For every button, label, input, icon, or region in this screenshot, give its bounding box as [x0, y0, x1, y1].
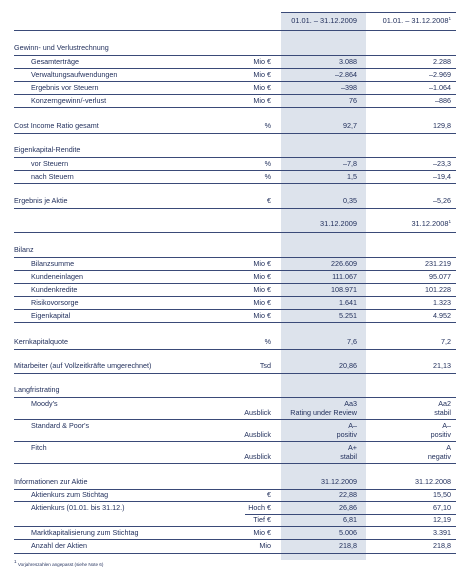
cell-text: –5,26 — [433, 196, 451, 205]
cell-text: Marktkapitalisierung zum Stichtag — [31, 528, 139, 537]
cell-text: 5.251 — [339, 311, 357, 320]
cell-text: Aktienkurs zum Stichtag — [31, 490, 109, 499]
cell-text: Mitarbeiter (auf Vollzeitkräfte umgerechnet) — [14, 361, 152, 370]
cell-text: 1.323 — [433, 298, 451, 307]
separator — [14, 68, 456, 69]
table-row — [14, 83, 456, 93]
cell-text: 0,35 — [343, 196, 357, 205]
separator — [281, 12, 456, 13]
cell-text: 67,10 — [433, 503, 451, 512]
cell-text: Informationen zur Aktie — [14, 477, 88, 486]
cell-text: Gesamterträge — [31, 57, 79, 66]
cell-text: –23,3 — [433, 159, 451, 168]
cell-text: Aktienkurs (01.01. bis 31.12.) — [31, 503, 125, 512]
cell-text: 20,86 — [339, 361, 357, 370]
cell-text: Moody's — [31, 399, 58, 408]
separator — [14, 322, 456, 323]
cell-text: Gewinn- und Verlustrechnung — [14, 43, 109, 52]
cell-text: Mio € — [253, 272, 271, 281]
cell-text — [411, 219, 451, 229]
table-row — [14, 337, 456, 347]
cell-text: 26,86 — [339, 503, 357, 512]
table-row — [14, 490, 456, 500]
section-title-ek-rendite — [14, 145, 456, 155]
table-row — [14, 159, 456, 169]
separator — [14, 232, 456, 233]
cell-text: 111.067 — [332, 272, 357, 281]
cell-text: Ergebnis vor Steuern — [31, 83, 99, 92]
separator — [14, 463, 456, 464]
cell-text: A+ — [348, 443, 357, 452]
separator — [14, 373, 456, 374]
separator — [14, 526, 456, 527]
cell-text: 129,8 — [433, 121, 451, 130]
separator — [14, 94, 456, 95]
rating-outlook-row — [14, 408, 456, 418]
table-row — [14, 311, 456, 321]
cell-text: Tsd — [259, 361, 271, 370]
rating-outlook-row — [14, 430, 456, 440]
cell-text: nach Steuern — [31, 172, 74, 181]
cell-text: 5.006 — [339, 528, 357, 537]
cell-text: 22,88 — [339, 490, 357, 499]
cell-text: Aa2 — [438, 399, 451, 408]
separator — [14, 208, 456, 209]
cell-text: 6,81 — [343, 515, 357, 524]
cell-text: 01.01. – 31.12.2008 — [382, 16, 449, 25]
cell-text: 92,7 — [343, 121, 357, 130]
section-title-rating — [14, 385, 456, 395]
table-row — [14, 57, 456, 67]
cell-text: –19,4 — [433, 172, 451, 181]
cell-text: Fitch — [31, 443, 47, 452]
section-title-aktie — [14, 477, 456, 487]
separator — [14, 257, 456, 258]
separator — [14, 270, 456, 271]
table-row — [14, 121, 456, 131]
cell-text: 7,6 — [347, 337, 357, 346]
cell-text: Risikovorsorge — [31, 298, 79, 307]
cell-text: 3.088 — [339, 57, 357, 66]
separator — [14, 107, 456, 108]
cell-text: stabil — [340, 452, 357, 461]
separator — [14, 30, 456, 31]
cell-text: A– — [348, 421, 357, 430]
cell-text: Langfristrating — [14, 385, 60, 394]
cell-text: € — [267, 196, 271, 205]
cell-text: –2.969 — [429, 70, 451, 79]
table-row — [14, 96, 456, 106]
cell-text: 95.077 — [429, 272, 451, 281]
table-row — [14, 528, 456, 538]
cell-text: 76 — [349, 96, 357, 105]
cell-text: positiv — [430, 430, 451, 439]
cell-text: 218,8 — [339, 541, 357, 550]
cell-text: Mio € — [253, 259, 271, 268]
cell-text: Kundeneinlagen — [31, 272, 83, 281]
separator — [14, 501, 456, 502]
cell-text: –7,8 — [343, 159, 357, 168]
column-header-row — [14, 16, 456, 26]
table-row — [14, 361, 456, 371]
cell-text: Bilanz — [14, 245, 34, 254]
cell-text: Mio € — [253, 285, 271, 294]
cell-text: Hoch € — [248, 503, 271, 512]
cell-text: 101.228 — [425, 285, 451, 294]
cell-text: 31.12.2009 — [321, 477, 357, 486]
cell-text: 1 — [14, 559, 17, 564]
cell-text: Tief € — [253, 515, 271, 524]
cell-text: % — [264, 159, 271, 168]
cell-text: % — [264, 337, 271, 346]
separator — [14, 309, 456, 310]
column-header-2009: 01.01. – 31.12.2009 — [291, 16, 357, 25]
cell-text: 108.971 — [331, 285, 357, 294]
cell-text: 218,8 — [433, 541, 451, 550]
cell-text: 3.391 — [433, 528, 451, 537]
cell-text: Standard & Poor's — [31, 421, 90, 430]
cell-text: 15,50 — [433, 490, 451, 499]
cell-text: Kernkapitalquote — [14, 337, 68, 346]
cell-text: Ausblick — [244, 452, 271, 461]
cell-text: % — [264, 172, 271, 181]
table-row — [14, 259, 456, 269]
cell-text: Mio € — [253, 70, 271, 79]
cell-text: Verwaltungsaufwendungen — [31, 70, 118, 79]
section-title-bilanz — [14, 245, 456, 255]
cell-text: vor Steuern — [31, 159, 69, 168]
cell-text: Mio — [259, 541, 271, 550]
cell-text: 1.641 — [339, 298, 357, 307]
cell-text: –398 — [341, 83, 357, 92]
separator — [14, 283, 456, 284]
cell-text: –1.064 — [429, 83, 451, 92]
table-row — [14, 541, 456, 551]
table-row — [14, 172, 456, 182]
separator — [14, 441, 456, 442]
table-row — [14, 70, 456, 80]
cell-text: Rating under Review — [290, 408, 357, 417]
cell-text: Mio € — [253, 298, 271, 307]
cell-text: Aa3 — [344, 399, 357, 408]
cell-text: A — [446, 443, 451, 452]
cell-text: 4.952 — [433, 311, 451, 320]
cell-text: 231.219 — [425, 259, 451, 268]
cell-text: stabil — [434, 408, 451, 417]
separator — [14, 133, 456, 134]
cell-text: Cost Income Ratio gesamt — [14, 121, 99, 130]
cell-text: Vorjahreszahlen angepasst (siehe Note 6) — [17, 562, 104, 567]
cell-text: Eigenkapital — [31, 311, 71, 320]
cell-text: % — [264, 121, 271, 130]
cell-text: Ausblick — [244, 408, 271, 417]
cell-text: 1 — [448, 219, 451, 224]
cell-text: 21,13 — [433, 361, 451, 370]
cell-text: Kundenkredite — [31, 285, 78, 294]
cell-text: 1 — [448, 16, 451, 21]
separator — [14, 296, 456, 297]
cell-text: 31.12.2008 — [411, 219, 449, 228]
cell-text: Mio € — [253, 57, 271, 66]
table-row — [14, 298, 456, 308]
section-title-guv — [14, 43, 456, 53]
cell-text: € — [267, 490, 271, 499]
cell-text: Konzerngewinn/-verlust — [31, 96, 107, 105]
separator — [14, 170, 456, 171]
separator — [14, 55, 456, 56]
cell-text: Bilanzsumme — [31, 259, 75, 268]
table-row — [14, 196, 456, 206]
cell-text: –886 — [435, 96, 451, 105]
cell-text: 7,2 — [441, 337, 451, 346]
rating-outlook-row — [14, 452, 456, 462]
separator — [14, 81, 456, 82]
cell-text: Eigenkapital-Rendite — [14, 145, 81, 154]
separator — [14, 349, 456, 350]
cell-text: –2.864 — [335, 70, 357, 79]
table-row — [14, 285, 456, 295]
column-header-row — [14, 219, 456, 229]
cell-text: A– — [442, 421, 451, 430]
cell-text: positiv — [336, 430, 357, 439]
cell-text: 31.12.2009 — [320, 219, 357, 228]
separator — [14, 157, 456, 158]
cell-text: Mio € — [253, 96, 271, 105]
separator — [14, 553, 456, 554]
separator — [14, 419, 456, 420]
cell-text: Anzahl der Aktien — [31, 541, 87, 550]
table-row — [14, 503, 456, 513]
cell-text: 31.12.2008 — [415, 477, 451, 486]
cell-text: Ausblick — [244, 430, 271, 439]
cell-text: Mio € — [253, 528, 271, 537]
cell-text: 226.609 — [331, 259, 357, 268]
table-row — [14, 515, 456, 525]
separator — [14, 397, 456, 398]
cell-text: Mio € — [253, 311, 271, 320]
column-header-2008 — [383, 16, 451, 26]
cell-text: 2.288 — [433, 57, 451, 66]
separator — [14, 183, 456, 184]
footnote — [14, 559, 104, 567]
separator — [14, 539, 456, 540]
cell-text: Ergebnis je Aktie — [14, 196, 68, 205]
table-row — [14, 272, 456, 282]
cell-text: Mio € — [253, 83, 271, 92]
cell-text: 1,5 — [347, 172, 357, 181]
cell-text: 12,19 — [433, 515, 451, 524]
cell-text: negativ — [427, 452, 451, 461]
